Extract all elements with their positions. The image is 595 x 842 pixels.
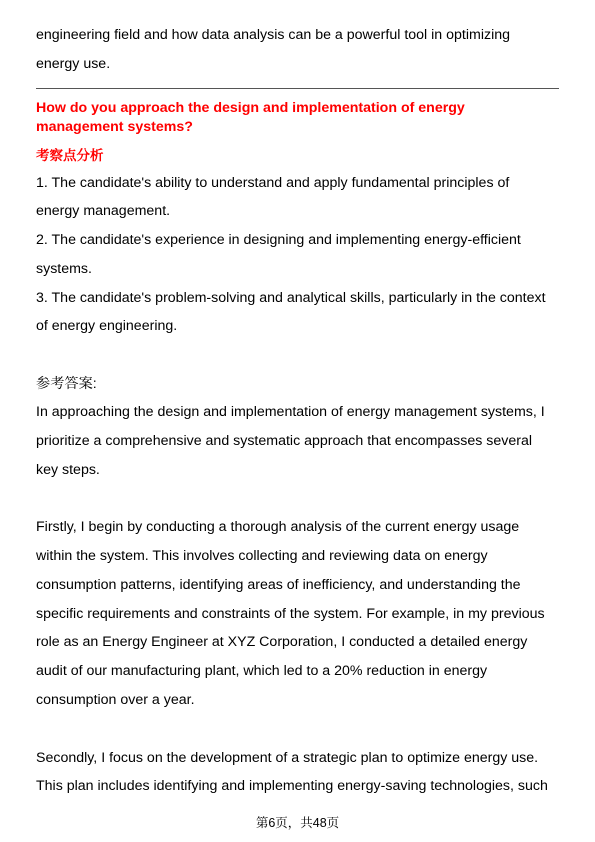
analysis-line: systems. (36, 261, 92, 277)
answer-line: key steps. (36, 462, 100, 478)
analysis-line: 3. The candidate's problem-solving and analytical skills, particularly in the context (36, 290, 546, 306)
answer-line: Secondly, I focus on the development of a strategic plan to optimize energy use. (36, 750, 539, 766)
answer-line: consumption patterns, identifying areas of inefficiency, and understanding the (36, 577, 521, 593)
answer-line: role as an Energy Engineer at XYZ Corporation, I conducted a detailed energy (36, 634, 528, 650)
section-divider (36, 88, 559, 89)
answer-line: Firstly, I begin by conducting a thorough analysis of the current energy usage (36, 519, 520, 535)
analysis-heading: 考察点分析 (36, 148, 104, 163)
question-title: How do you approach the design and implementation of energy (36, 100, 465, 116)
analysis-line: energy management. (36, 203, 171, 219)
answer-line: consumption over a year. (36, 692, 195, 708)
answer-heading: 参考答案: (36, 376, 97, 392)
answer-line: In approaching the design and implementation of energy management systems, I (36, 404, 545, 420)
answer-line: within the system. This involves collecting and reviewing data on energy (36, 548, 488, 564)
analysis-line: 2. The candidate's experience in designing and implementing energy-efficient (36, 232, 521, 248)
answer-line: audit of our manufacturing plant, which led to a 20% reduction in energy (36, 663, 488, 679)
answer-line: This plan includes identifying and implementing energy-saving technologies, such (36, 778, 548, 794)
answer-line: specific requirements and constraints of the system. For example, in my previous (36, 606, 545, 622)
intro-line: engineering field and how data analysis can be a powerful tool in optimizing (36, 27, 511, 43)
answer-line: prioritize a comprehensive and systematic approach that encompasses several (36, 433, 533, 449)
question-title: management systems? (36, 119, 193, 135)
analysis-line: of energy engineering. (36, 318, 178, 334)
analysis-line: 1. The candidate's ability to understand and apply fundamental principles of (36, 175, 510, 191)
intro-line: energy use. (36, 56, 111, 72)
page-number: 第6页，共48页 (255, 816, 340, 830)
